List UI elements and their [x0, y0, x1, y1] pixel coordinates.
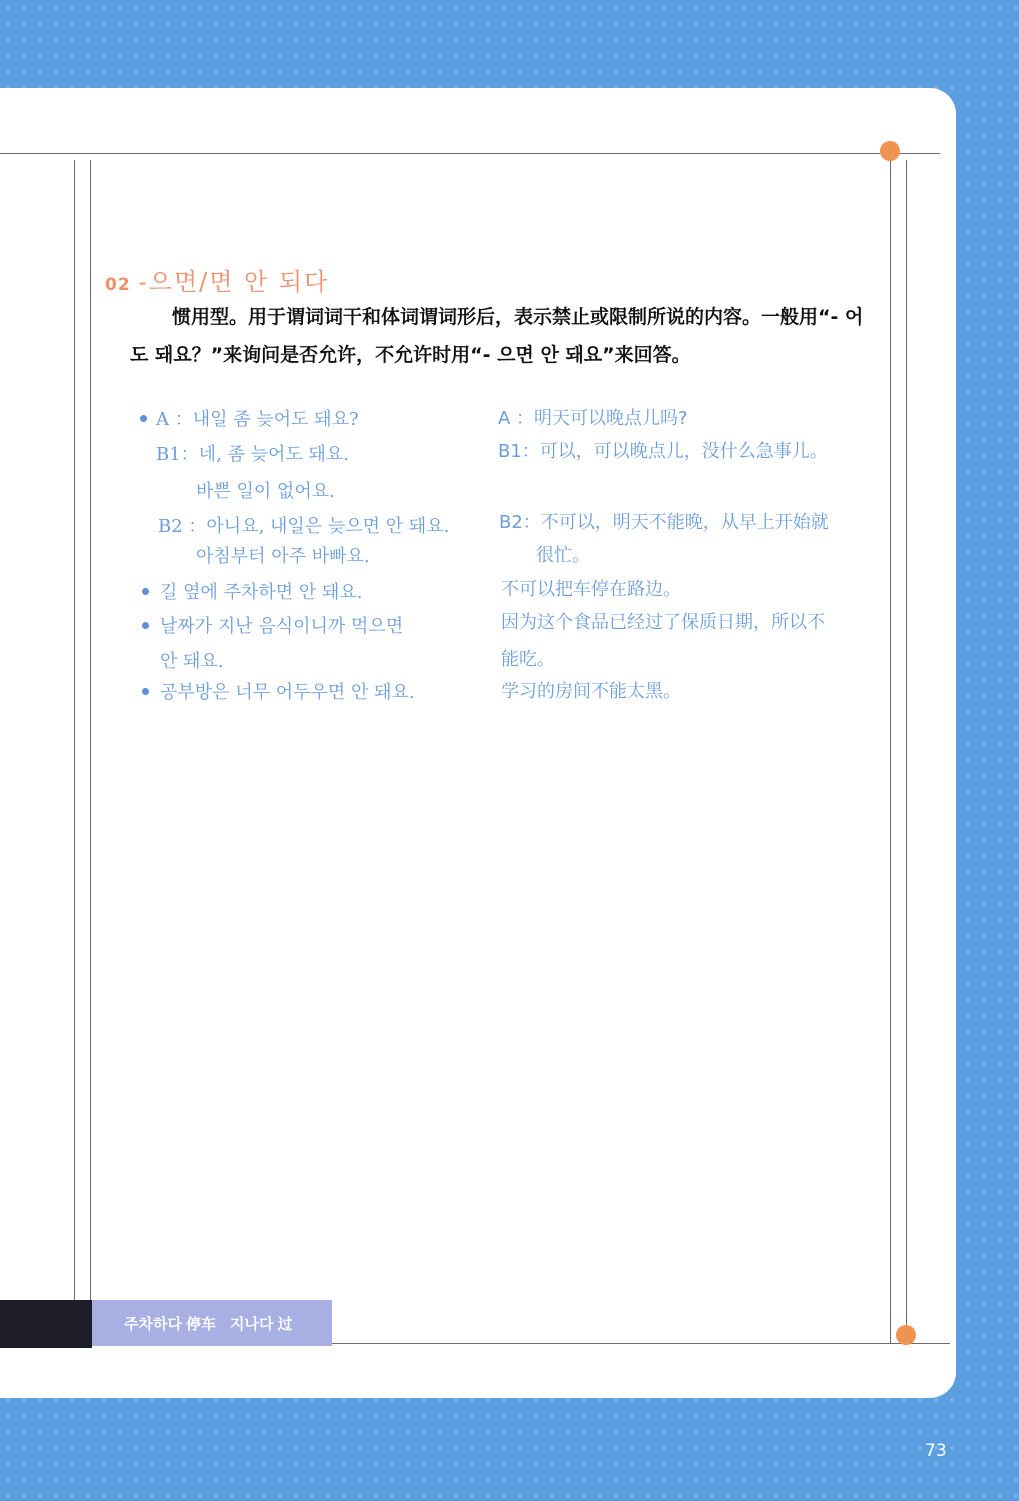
frame-top-line — [0, 153, 940, 154]
bullet-4 — [142, 688, 149, 695]
bullet-2 — [142, 588, 149, 595]
frame-right-line — [890, 153, 891, 1343]
page-number: 73 — [925, 1441, 947, 1461]
vocab-word2-zh: 过 — [277, 1314, 293, 1333]
bullet-1 — [140, 415, 147, 422]
example-ko-line: 공부방은 너무 어두우면 안 돼요. — [160, 682, 415, 703]
example-ko-line: B1：네, 좀 늦어도 돼요. — [156, 444, 350, 465]
frame-inner-left-line — [90, 160, 91, 1300]
vocab-word2-ko: 지나다 — [229, 1314, 274, 1333]
example-zh-line: 因为这个食品已经过了保质日期，所以不 — [501, 612, 825, 633]
section-number: 02 — [105, 275, 131, 295]
corner-dot-top — [880, 141, 900, 161]
example-ko-line: 날짜가 지난 음식이니까 먹으면 — [160, 616, 404, 637]
section-description: 惯用型。用于谓词词干和体词谓词形后，表示禁止或限制所说的内容。一般用“- 어도 돼요？”来询问是否允许，不允许时用“- 으면 안 돼요”来回答。 — [130, 306, 864, 366]
example-zh-line: 学习的房间不能太黑。 — [501, 681, 681, 702]
example-ko-line: 아침부터 아주 바빠요. — [196, 546, 370, 567]
corner-dot-bottom — [896, 1325, 916, 1345]
bullet-3 — [142, 622, 149, 629]
example-ko-line: A ：내일 좀 늦어도 돼요? — [156, 409, 359, 430]
example-zh-line: A ：明天可以晚点儿吗? — [498, 408, 688, 429]
example-ko-line: 바쁜 일이 없어요. — [196, 481, 335, 502]
example-zh-line: 能吃。 — [501, 649, 555, 670]
frame-inner-right-line — [906, 160, 907, 1340]
section-title: -으면/면 안 되다 — [138, 268, 330, 296]
vocab-band — [92, 1300, 332, 1346]
vocab-word1-ko: 주차하다 — [124, 1314, 182, 1333]
example-zh-line: B1：可以，可以晚点儿，没什么急事儿。 — [498, 441, 828, 462]
example-zh-line: 不可以把车停在路边。 — [501, 579, 681, 600]
frame-left-line — [74, 160, 75, 1300]
example-ko-line: B2 ：아니요, 내일은 늦으면 안 돼요. — [158, 516, 450, 537]
vocab-word1-zh: 停车 — [185, 1314, 216, 1333]
section-heading — [105, 262, 329, 297]
example-zh-line: B2：不可以，明天不能晚，从早上开始就 — [499, 512, 829, 533]
example-ko-line: 길 옆에 주차하면 안 돼요. — [160, 582, 363, 603]
example-zh-line: 很忙。 — [536, 545, 590, 566]
vocab-dark-block — [0, 1300, 92, 1348]
example-ko-line: 안 돼요. — [160, 651, 224, 672]
